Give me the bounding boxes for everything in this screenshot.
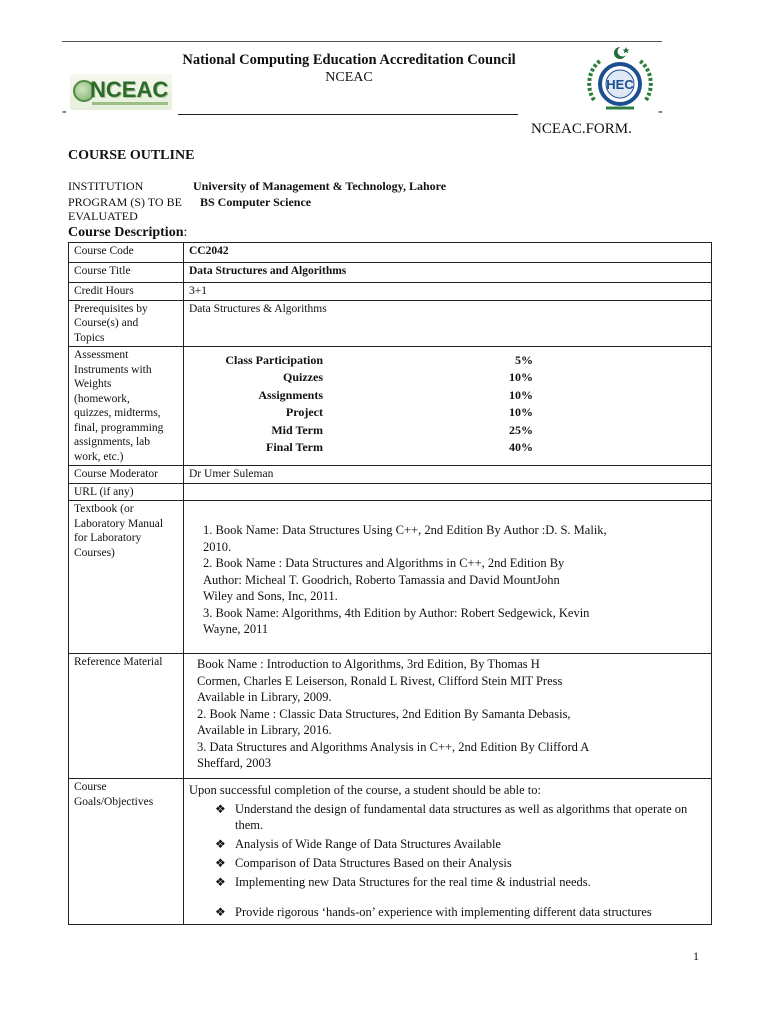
- assessment-item: [189, 386, 706, 404]
- assessment-weight: 25%: [509, 422, 533, 437]
- table-row: [69, 483, 712, 501]
- institution-label: INSTITUTION: [68, 179, 144, 193]
- assessment-item: [189, 439, 706, 457]
- prerequisites-label-line: Topics: [74, 331, 105, 344]
- reference-line: Cormen, Charles E Leiserson, Ronald L Rivest, Clifford Stein MIT Press: [197, 673, 563, 688]
- reference-list: [189, 655, 706, 772]
- assessment-name: Class Participation: [225, 352, 323, 367]
- textbook-label-line: for Laboratory: [74, 532, 142, 544]
- reference-line: Available in Library, 2009.: [197, 690, 332, 704]
- prerequisites-label: [69, 300, 184, 347]
- course-title-label: Course Title: [69, 263, 184, 283]
- assessment-name: Assignments: [258, 387, 323, 402]
- goals-label-line: Goals/Objectives: [74, 795, 154, 808]
- assessment-weight: 10%: [509, 370, 533, 384]
- diamond-bullet-icon: ❖: [215, 802, 226, 816]
- diamond-bullet-icon: ❖: [215, 905, 226, 919]
- table-row: [69, 501, 712, 654]
- top-rule: [62, 41, 662, 42]
- prerequisites-value: Data Structures & Algorithms: [184, 300, 712, 347]
- textbook-label: [69, 501, 184, 654]
- goals-intro: Upon successful completion of the course, a student should be able to:: [189, 783, 542, 797]
- goal-text: Understand the design of fundamental data structures as well as algorithms that operate on them.: [235, 802, 688, 832]
- credit-hours-value: 3+1: [184, 283, 712, 301]
- goal-text: Comparison of Data Structures Based on their Analysis: [235, 856, 512, 870]
- assessment-label-line: Weights: [74, 378, 112, 390]
- course-moderator-value: Dr Umer Suleman: [184, 466, 712, 484]
- course-code-value: CC2042: [184, 243, 712, 263]
- assessment-label-line: final, programming: [74, 421, 164, 434]
- assessment-label-line: quizzes, midterms,: [74, 407, 161, 419]
- goal-text: Implementing new Data Structures for the real time & industrial needs.: [235, 875, 591, 889]
- assessment-weight: 40%: [509, 440, 533, 454]
- program-label-line1: PROGRAM (S) TO BE: [68, 195, 182, 209]
- textbook-line: Author: Micheal T. Goodrich, Roberto Tamassia and David MountJohn: [203, 572, 560, 587]
- table-row: [69, 300, 712, 347]
- reference-line: 3. Data Structures and Algorithms Analysis in C++, 2nd Edition By Clifford A: [197, 739, 590, 754]
- reference-line: 2. Book Name : Classic Data Structures, 2nd Edition By Samanta Debasis,: [197, 706, 571, 721]
- url-label: URL (if any): [69, 483, 184, 501]
- textbook-line: Wiley and Sons, Inc, 2011.: [203, 589, 338, 603]
- hec-logo-text: HEC: [606, 77, 634, 92]
- textbook-line: 1. Book Name: Data Structures Using C++, 2nd Edition By Author :D. S. Malik,: [203, 523, 607, 537]
- assessment-label-line: assignments, lab: [74, 436, 151, 448]
- textbook-line: 2. Book Name : Data Structures and Algorithms in C++, 2nd Edition By: [203, 556, 565, 570]
- assessment-item: [189, 404, 706, 422]
- textbook-line: 2010.: [203, 539, 232, 554]
- list-item: [189, 904, 706, 920]
- goal-text: Analysis of Wide Range of Data Structures Available: [235, 837, 501, 851]
- logo-tagline-bar: [92, 102, 168, 105]
- table-row: [69, 263, 712, 283]
- assessment-weights: [184, 347, 712, 466]
- list-item: [189, 855, 706, 871]
- assessment-label: [69, 347, 184, 466]
- program-label-line2: EVALUATED: [68, 209, 138, 223]
- course-outline-heading: COURSE OUTLINE: [68, 148, 195, 163]
- goal-text: Provide rigorous ‘hands-on’ experience with implementing different data structures: [235, 905, 652, 919]
- reference-line: Book Name : Introduction to Algorithms, 3rd Edition, By Thomas H: [197, 657, 540, 671]
- textbook-list: [189, 502, 706, 638]
- diamond-bullet-icon: ❖: [215, 856, 226, 870]
- reference-line: Available in Library, 2016.: [197, 723, 332, 737]
- list-item: [189, 801, 706, 833]
- table-row: [69, 779, 712, 925]
- url-value: [184, 483, 712, 501]
- list-item: [189, 836, 706, 852]
- textbook-line: Wayne, 2011: [203, 622, 269, 636]
- table-row: [69, 347, 712, 466]
- assessment-label-line: Instruments with: [74, 363, 152, 376]
- textbook-label-line: Laboratory Manual: [74, 517, 164, 530]
- table-row: [69, 283, 712, 301]
- textbook-value: [184, 501, 712, 654]
- nceac-logo-text: NCEAC: [90, 77, 169, 102]
- textbook-label-line: Courses): [74, 546, 115, 559]
- assessment-item: [189, 369, 706, 387]
- assessment-weight: 5%: [515, 352, 533, 367]
- goals-list: [189, 801, 706, 920]
- crescent-star-icon: [614, 47, 630, 60]
- course-description-colon: :: [183, 225, 188, 240]
- hec-emblem-icon: [600, 64, 640, 104]
- reference-line: Sheffard, 2003: [197, 756, 272, 770]
- assessment-name: Final Term: [265, 440, 323, 454]
- assessment-name: Project: [285, 405, 323, 419]
- assessment-weight: 10%: [509, 405, 533, 419]
- textbook-label-line: Textbook (or: [74, 503, 134, 515]
- reference-material-value: [184, 654, 712, 779]
- course-description-title: Course Description: [68, 225, 184, 240]
- council-abbreviation: NCEAC: [325, 70, 373, 85]
- course-description-heading: [68, 225, 187, 241]
- assessment-label-line: Assessment: [74, 349, 129, 361]
- course-code-label: Course Code: [69, 243, 184, 263]
- header-underline: [178, 114, 518, 115]
- goals-value: [184, 779, 712, 925]
- list-item: [189, 874, 706, 890]
- assessment-name: Mid Term: [271, 422, 323, 437]
- table-row: [69, 466, 712, 484]
- assessment-weight: 10%: [509, 387, 533, 402]
- table-row: [69, 654, 712, 779]
- course-moderator-label: Course Moderator: [69, 466, 184, 484]
- reference-material-label: Reference Material: [69, 654, 184, 779]
- nceac-logo: [70, 74, 172, 110]
- assessment-label-line: work, etc.): [74, 450, 124, 463]
- course-outline-table: [68, 242, 712, 925]
- diamond-bullet-icon: ❖: [215, 837, 226, 851]
- diamond-bullet-icon: ❖: [215, 875, 226, 889]
- prerequisites-label-line: Prerequisites by: [74, 302, 148, 315]
- right-dash: -: [658, 104, 663, 119]
- hec-logo: [580, 44, 660, 116]
- left-dash: -: [62, 104, 67, 119]
- assessment-name: Quizzes: [283, 370, 323, 384]
- assessment-list: [189, 351, 706, 456]
- credit-hours-label: Credit Hours: [69, 283, 184, 301]
- prerequisites-label-line: Course(s) and: [74, 317, 139, 329]
- form-code: NCEAC.FORM.: [531, 121, 632, 137]
- assessment-item: [189, 421, 706, 439]
- table-row: [69, 243, 712, 263]
- program-value: BS Computer Science: [200, 195, 312, 209]
- institution-value: University of Management & Technology, Lahore: [193, 179, 447, 193]
- textbook-line: 3. Book Name: Algorithms, 4th Edition by Author: Robert Sedgewick, Kevin: [203, 605, 590, 620]
- council-name: National Computing Education Accreditation Council: [182, 52, 516, 68]
- goals-label: [69, 779, 184, 925]
- page-number: 1: [693, 949, 699, 963]
- course-title-value: Data Structures and Algorithms: [184, 263, 712, 283]
- assessment-item: [189, 351, 706, 369]
- assessment-label-line: (homework,: [74, 392, 130, 405]
- goals-label-line: Course: [74, 781, 107, 793]
